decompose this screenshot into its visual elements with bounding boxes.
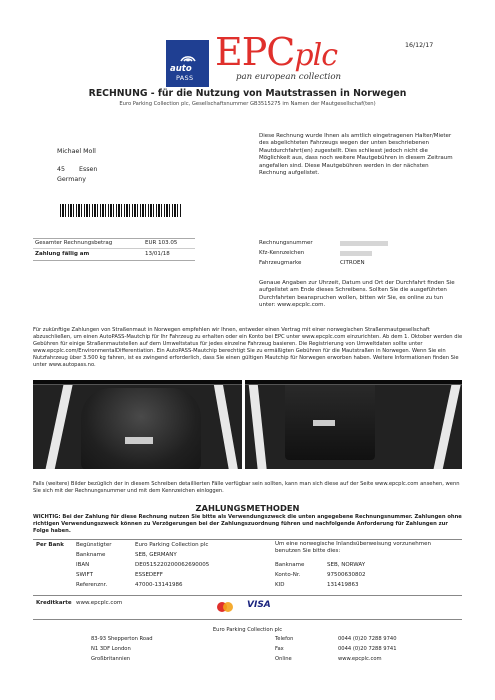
norway-row-label-1: Konto-Nr. (275, 572, 301, 578)
divider (33, 619, 462, 620)
signal-arcs-icon (178, 45, 198, 63)
bank-row-label-1: Bankname (76, 552, 106, 558)
important-text: Bei der Zahlung für diese Rechnung nutzen Sie bitte als Verwendungszweck die unten angegebene Rechnungsnummer. Zahlungen ohne richtigen Verwendungszweck können zu Verzögerungen bei der Zahlungszuordnung führen und nachfolgende Anforderung für Zahlungen zur Folge haben. (33, 514, 462, 534)
vehicle-make-value: CITROEN (340, 260, 365, 266)
norway-row-label-0: Bankname (275, 562, 305, 568)
recipient-country: Germany (57, 176, 86, 183)
footer-contact-label-0: Telefon (275, 636, 294, 642)
bank-row-value-3: ESSEDEFF (135, 572, 163, 578)
amount-total-label: Gesamter Rechnungsbetrag (35, 240, 113, 246)
bank-row-value-0: Euro Parking Collection plc (135, 542, 209, 548)
invoice-title: RECHNUNG - für die Nutzung von Mautstrassen in Norwegen (88, 88, 407, 99)
bank-row-value-4: 47000-13141986 (135, 582, 183, 588)
brand-suffix: plc (294, 38, 337, 73)
footer-company: Euro Parking Collection plc (212, 627, 283, 633)
divider (33, 238, 195, 239)
norway-row-value-2: 131419863 (327, 582, 359, 588)
payment-section-heading: ZAHLUNGSMETHODEN (195, 503, 300, 513)
divider (33, 260, 195, 261)
document-date: 16/12/17 (405, 42, 434, 49)
invoice-subtitle: Euro Parking Collection plc, Gesellschaftsnummer GB3515275 im Namen der Mautgesellschaf(ten) (119, 101, 376, 107)
vehicle-make-label: Fahrzeugmarke (259, 260, 302, 266)
recipient-city: Essen (79, 166, 98, 173)
mastercard-icon (214, 601, 236, 613)
divider (33, 248, 195, 249)
footer-address-line-2: N1 3DF London (91, 646, 131, 652)
divider (33, 595, 462, 596)
footer-contact-label-1: Fax (275, 646, 284, 652)
bank-row-value-1: SEB, GERMANY (135, 552, 177, 558)
footer-contact-value-0: 0044 (0)20 7288 9740 (338, 636, 397, 642)
autopass-logo-line2: PASS (176, 74, 194, 82)
autopass-logo-line1: auto (170, 64, 192, 74)
amount-due-value: 13/01/18 (145, 251, 170, 257)
recipient-name: Michael Moll (57, 148, 96, 155)
autopass-logo (166, 40, 209, 87)
plate-redacted (340, 251, 372, 256)
details-note: Genaue Angaben zur Uhrzeit, Datum und Ort der Durchfahrt finden Sie aufgelistet am Ende dieses Schreibens. Sollten Sie die ausgeführten Durchfahrten beanspruchen wollen, bitten wir Sie, es online zu tun unter: www.epcplc.com. (259, 280, 455, 309)
brand-main: EPC (215, 30, 295, 74)
epc-brand (215, 30, 337, 74)
bank-row-label-2: IBAN (76, 562, 90, 568)
norway-row-value-1: 97500630802 (327, 572, 366, 578)
invoice-number-redacted (340, 241, 388, 246)
photos-note: Falls (weitere) Bilder bezüglich der in diesem Schreiben detaillierten Fälle verfügbar sein sollten, kann man sich diese auf der Seite www.epcplc.com ansehen, wenn Sie sich mit der Rechnungsnummer und mit dem Kennzeichen einloggen. (33, 481, 460, 494)
norway-row-label-2: KID (275, 582, 285, 588)
toll-photo-1 (33, 380, 242, 469)
credit-card-url[interactable]: www.epcplc.com (76, 600, 123, 606)
brand-tagline: pan european collection (236, 72, 342, 82)
toll-photo-2 (245, 380, 462, 469)
divider (33, 539, 462, 540)
footer-address-line-3: Großbritannien (91, 656, 131, 662)
bank-row-value-2: DE0515220200062690005 (135, 562, 210, 568)
footer-address-line-1: 83-93 Shepperton Road (91, 636, 153, 642)
important-label: WICHTIG: (33, 514, 61, 520)
plate-label: Kfz-Kennzeichen (259, 250, 305, 256)
footer-contact-value-2[interactable]: www.epcplc.com (338, 656, 382, 662)
bank-row-label-0: Begünstigter (76, 542, 112, 548)
footer-contact-value-1: 0044 (0)20 7288 9741 (338, 646, 397, 652)
amount-total-value: EUR 103.05 (145, 240, 178, 246)
norway-transfer-intro: Um eine norwegische Inlandsüberweisung vorzunehmen benutzen Sie bitte dies: (275, 541, 431, 555)
credit-card-label: Kreditkarte (36, 600, 72, 606)
recipient-street-no: 45 (57, 166, 66, 173)
bank-row-label-3: SWIFT (76, 572, 93, 578)
visa-logo: VISA (247, 600, 271, 610)
amount-due-label: Zahlung fällig am (35, 251, 90, 257)
invoice-number-label: Rechnungsnummer (259, 240, 313, 246)
payment-important-note (33, 514, 463, 535)
norway-row-value-0: SEB, NORWAY (327, 562, 366, 568)
intro-text: Diese Rechnung wurde Ihnen als amtlich eingetragenen Halter/Mieter des abgelichteten Fahrzeugs wegen der unten beschriebenen Mautdurchfahrt(en) zugestellt. Dies schliesst jedoch nicht die Möglichkeit aus, dass noch weitere Mautgebühren in diesem Zeitraum angefallen sind. Diese Mautgebühren werden in der nächsten Rechnung aufgelistet. (259, 133, 453, 177)
per-bank-label: Per Bank (36, 542, 64, 548)
future-payments-text: Für zukünftige Zahlungen von Straßenmaut in Norwegen empfehlen wir Ihnen, entweder einen Vertrag mit einer norwegischen Straßenmautgesellschaft abzuschließen, um einen AutoPASS-Mautchip für Ihr Fahrzeug zu erhalten oder ein Konto bei EPC unter www.epcplc.com einzurichten. Ab dem 1. Oktober werden die Gebühren für einige Straßenmautstellen auf dem Umweltstatus für jedes einzelne Fahrzeug basieren. Die Registrierung von Umweltdaten sollte unter www.epcplc.com/EnvironmentalDifferentiation. Ein AutoPASS-Mautchip berechtigt Sie zu ermäßigten Gebühren für die Mautstraßen in Norwegen. Wenn Sie ein Nutzfahrzeug über 3.500 kg fahren, ist es zwingend erforderlich, dass Sie einen gültigen Mautchip für Norwegen erworben haben. Weitere Informationen finden Sie unter www.autopass.no. (33, 327, 463, 368)
footer-contact-label-2: Online (275, 656, 292, 662)
bank-row-label-4: Referenznr. (76, 582, 108, 588)
barcode (60, 204, 181, 217)
